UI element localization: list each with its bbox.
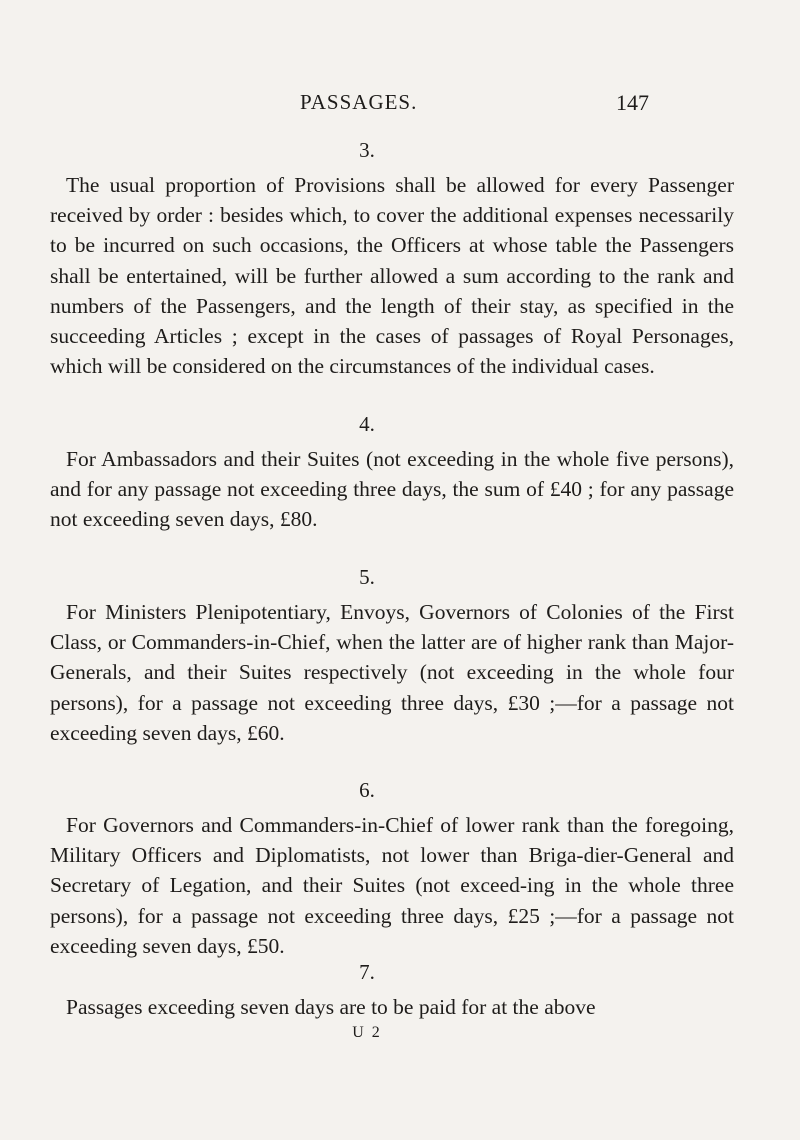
article-text-6: For Governors and Commanders-in-Chief of lower rank than the foregoing, Military Officers and Diplomatists, not lower than Briga-dier-General and Secretary of Legation, and their Suites (not exceed-ing in the whole three persons), for a passage not exceeding three days, £25 ;—for a passage not exceeding seven days, £50. (50, 813, 734, 958)
article-number-3: 3. (359, 138, 375, 162)
article-text-3: The usual proportion of Provisions shall be allowed for every Passenger received by order : besides which, to cover the additional expenses necessarily to be incurred on such occasions, the Officers at whose table the Passengers shall be entertained, will be further allowed a sum according to the rank and numbers of the Passengers, and the length of their stay, as specified in the succeeding Articles ; except in the cases of passages of Royal Personages, which will be considered on the circumstances of the individual cases. (50, 173, 734, 379)
article-number-7: 7. (359, 960, 375, 984)
signature-mark: U 2 (352, 1024, 382, 1041)
article-text-4: For Ambassadors and their Suites (not exceeding in the whole five persons), and for any passage not exceeding three days, the sum of £40 ; for any passage not exceeding seven days, £80. (50, 447, 734, 532)
article-number-5: 5. (359, 565, 375, 589)
running-title: PASSAGES. (300, 90, 418, 114)
article-number-6: 6. (359, 778, 375, 802)
article-number-4: 4. (359, 412, 375, 436)
page-number: 147 (616, 90, 649, 115)
article-text-7: Passages exceeding seven days are to be paid for at the above (66, 995, 596, 1019)
article-text-5: For Ministers Plenipotentiary, Envoys, Governors of Colonies of the First Class, or Commanders-in-Chief, when the latter are of higher rank than Major-Generals, and their Suites respectively (not exceeding in the whole four persons), for a passage not exceeding three days, £30 ;—for a passage not exceeding seven days, £60. (50, 600, 734, 745)
running-head (0, 90, 800, 116)
